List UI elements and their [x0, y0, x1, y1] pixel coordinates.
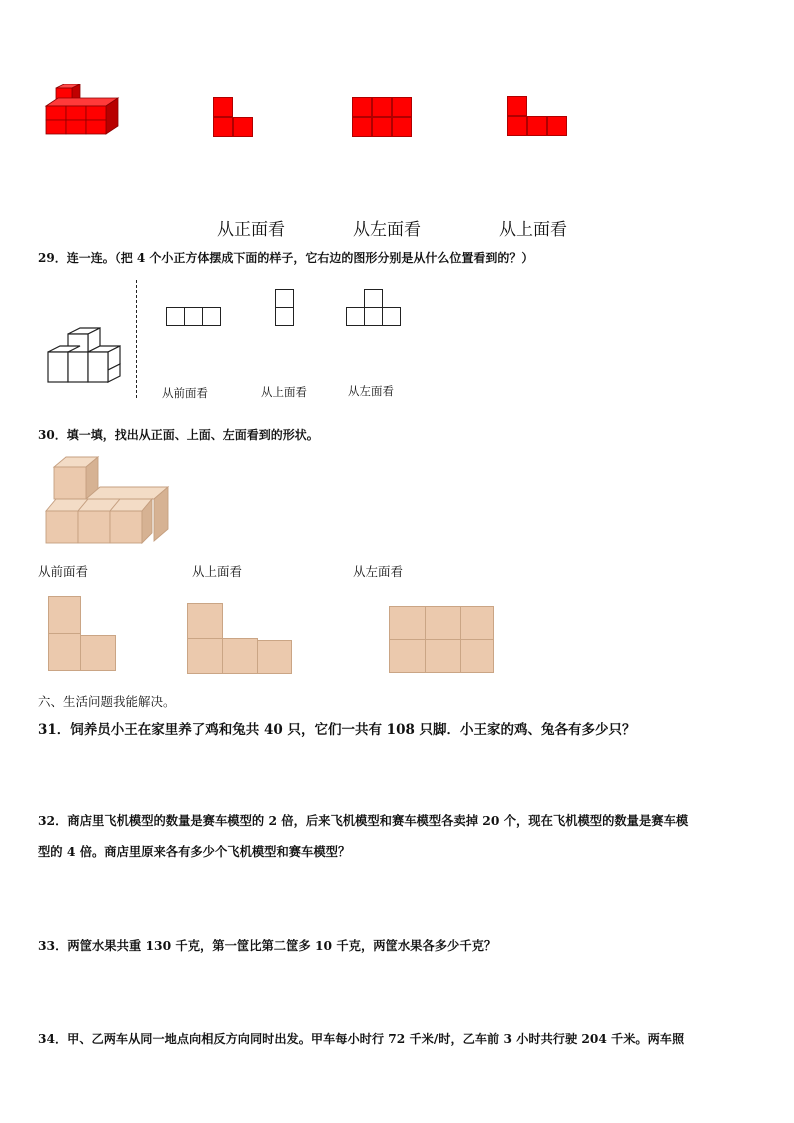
- top-view-label-top: 从上面看: [499, 220, 567, 240]
- red-cube-solid-figure: [44, 84, 126, 146]
- red-view-figure-1: [213, 97, 255, 139]
- outline-view-figure-2: [275, 289, 295, 327]
- top-view-label-left: 从左面看: [353, 220, 421, 240]
- q29-label-front: 从前面看: [162, 386, 208, 400]
- tan-view-figure-top: [187, 603, 293, 675]
- question-32-line-1: 32．商店里飞机模型的数量是赛车模型的 2 倍，后来飞机模型和赛车模型各卖掉 20 个，现在飞机模型的数量是赛车模: [38, 813, 689, 828]
- q29-label-top: 从上面看: [261, 385, 307, 399]
- q29-label-left: 从左面看: [348, 384, 394, 398]
- red-view-figure-3: [507, 96, 569, 138]
- outline-cube-solid-figure: [44, 326, 124, 384]
- question-33-text: 33．两筐水果共重 130 千克，第一筐比第二筐多 10 千克，两筐水果各多少千克？: [38, 938, 497, 953]
- question-30-text: 30．填一填，找出从正面、上面、左面看到的形状。: [38, 428, 319, 442]
- tan-view-figure-left: [389, 606, 495, 674]
- tan-view-figure-front: [48, 596, 118, 672]
- q30-label-left: 从左面看: [353, 564, 404, 579]
- question-32-line-2: 型的 4 倍。商店里原来各有多少个飞机模型和赛车模型？: [38, 844, 351, 859]
- red-view-figure-2: [352, 97, 414, 139]
- tan-cube-solid-figure: [44, 455, 172, 547]
- outline-view-figure-3: [346, 289, 402, 327]
- section-6-title: 六、生活问题我能解决。: [38, 694, 176, 709]
- q30-label-top: 从上面看: [192, 564, 243, 579]
- outline-view-figure-1: [166, 307, 222, 327]
- question-29-text: 29．连一连。（把 4 个小正方体摆成下面的样子，它右边的图形分别是从什么位置看到的？）: [38, 251, 534, 265]
- q30-label-front: 从前面看: [38, 564, 89, 579]
- top-view-label-front: 从正面看: [217, 220, 285, 240]
- question-34-text: 34．甲、乙两车从同一地点向相反方向同时出发。甲车每小时行 72 千米/时，乙车前 3 小时共行驶 204 千米。两车照: [38, 1032, 685, 1046]
- dashed-divider: [136, 280, 137, 398]
- question-31-text: 31．饲养员小王在家里养了鸡和兔共 40 只，它们一共有 108 只脚．小王家的鸡、兔各有多少只？: [38, 722, 636, 738]
